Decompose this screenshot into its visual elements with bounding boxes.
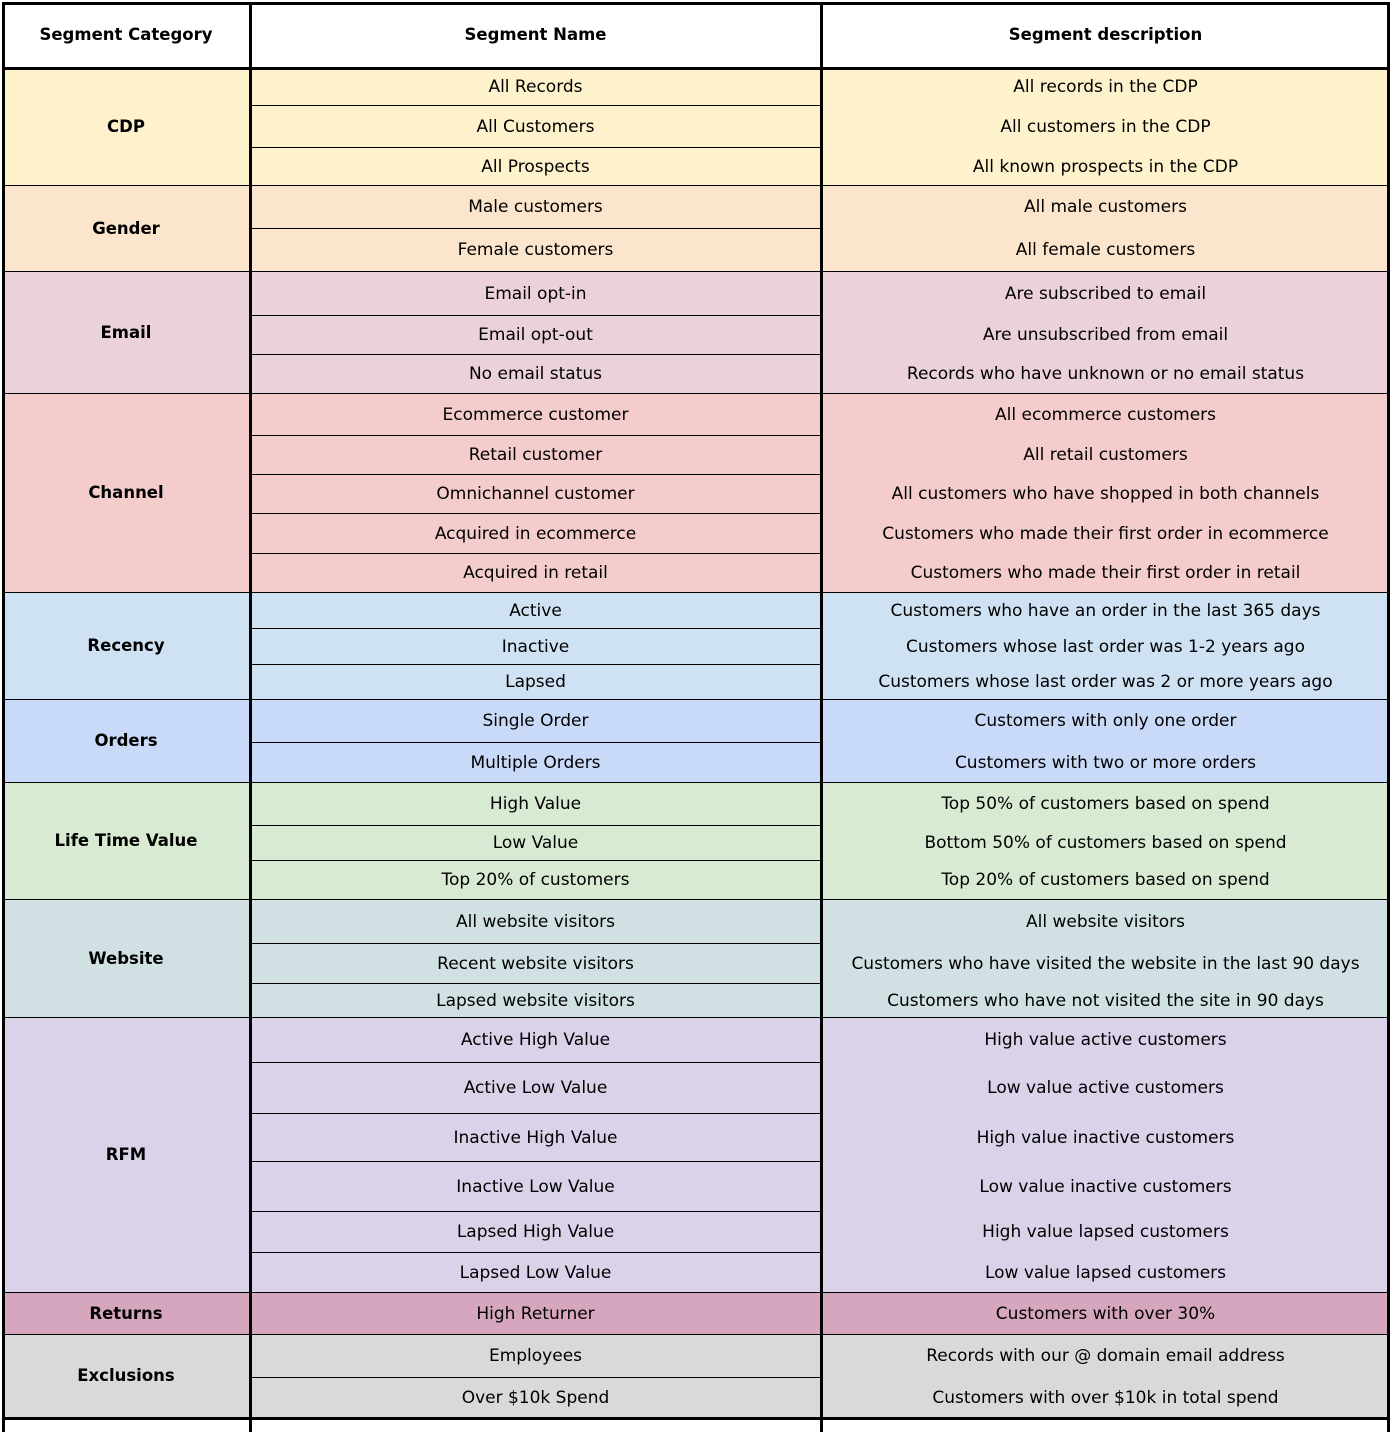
segment-description-cell: High value inactive customers [821, 1114, 1390, 1162]
segment-name-cell: Lapsed website visitors [250, 984, 821, 1018]
segment-description-cell: Top 20% of customers based on spend [821, 861, 1390, 900]
segment-table [2, 2, 1390, 1432]
segment-description-cell: Customers with only one order [821, 700, 1390, 743]
segment-name-cell: All Records [250, 68, 821, 106]
segment-name-cell: Single Order [250, 700, 821, 743]
column-border [2, 2, 5, 1432]
segment-description-cell: Low value inactive customers [821, 1162, 1390, 1212]
segment-name-cell: Active [250, 593, 821, 629]
segment-name-cell: Active Low Value [250, 1063, 821, 1114]
segment-name-cell: Employees [250, 1335, 821, 1378]
segment-name-cell: All website visitors [250, 900, 821, 944]
segment-description-cell: Customers with two or more orders [821, 743, 1390, 783]
segment-name-cell: Inactive Low Value [250, 1162, 821, 1212]
segment-name-cell: Active High Value [250, 1018, 821, 1063]
category-cell: Gender [2, 186, 250, 272]
segment-description-cell: Customers who have an order in the last 365 days [821, 593, 1390, 629]
column-border [820, 2, 823, 1432]
segment-description-cell: Customers whose last order was 2 or more years ago [821, 665, 1390, 700]
segment-description-cell: Customers with over $10k in total spend [821, 1378, 1390, 1418]
segment-description-cell: Customers who have not visited the site in 90 days [821, 984, 1390, 1018]
segment-name-cell: Email opt-in [250, 272, 821, 316]
segment-name-cell: Lapsed [250, 665, 821, 700]
category-cell: Orders [2, 700, 250, 783]
segment-name-cell: Inactive [250, 629, 821, 665]
segment-description-cell: All male customers [821, 186, 1390, 229]
segment-description-cell: Customers who have visited the website in the last 90 days [821, 944, 1390, 984]
segment-name-cell: Acquired in retail [250, 554, 821, 593]
segment-description-cell: All known prospects in the CDP [821, 148, 1390, 186]
segment-description-cell: Customers whose last order was 1-2 years ago [821, 629, 1390, 665]
segment-description-cell: All website visitors [821, 900, 1390, 944]
segment-name-cell: High Returner [250, 1293, 821, 1335]
segment-name-cell: Female customers [250, 229, 821, 272]
table-top-border [2, 2, 1390, 5]
category-cell: Recency [2, 593, 250, 700]
segment-name-cell: Top 20% of customers [250, 861, 821, 900]
segment-description-cell: All customers who have shopped in both channels [821, 475, 1390, 514]
segment-description-cell: Are subscribed to email [821, 272, 1390, 316]
category-cell: Email [2, 272, 250, 394]
segment-name-cell: Lapsed High Value [250, 1212, 821, 1253]
segment-description-cell: All records in the CDP [821, 68, 1390, 106]
category-cell: Exclusions [2, 1335, 250, 1418]
segment-description-cell: Low value lapsed customers [821, 1253, 1390, 1293]
segment-name-cell: No email status [250, 355, 821, 394]
segment-description-cell: High value lapsed customers [821, 1212, 1390, 1253]
segment-name-cell: All Customers [250, 106, 821, 148]
segment-description-cell: Bottom 50% of customers based on spend [821, 826, 1390, 861]
header-divider [2, 67, 1390, 70]
header-segment-description: Segment description [821, 2, 1390, 68]
header-segment-category: Segment Category [2, 2, 250, 68]
category-cell: RFM [2, 1018, 250, 1293]
segment-description-cell: Low value active customers [821, 1063, 1390, 1114]
segment-name-cell: Recent website visitors [250, 944, 821, 984]
category-cell: Life Time Value [2, 783, 250, 900]
segment-description-cell: All retail customers [821, 436, 1390, 475]
segment-name-cell: All Prospects [250, 148, 821, 186]
group-divider [2, 1417, 1390, 1420]
category-cell: CDP [2, 68, 250, 186]
segment-description-cell: Customers who made their first order in ecommerce [821, 514, 1390, 554]
segment-name-cell: Inactive High Value [250, 1114, 821, 1162]
segment-name-cell: Acquired in ecommerce [250, 514, 821, 554]
segment-description-cell: High value active customers [821, 1018, 1390, 1063]
segment-description-cell: Are unsubscribed from email [821, 316, 1390, 355]
segment-description-cell: Top 50% of customers based on spend [821, 783, 1390, 826]
segment-name-cell: Omnichannel customer [250, 475, 821, 514]
column-border [249, 2, 252, 1432]
category-cell: Website [2, 900, 250, 1018]
segment-description-cell: All customers in the CDP [821, 106, 1390, 148]
segment-name-cell: High Value [250, 783, 821, 826]
category-cell: Returns [2, 1293, 250, 1335]
segment-name-cell: Low Value [250, 826, 821, 861]
segment-description-cell: All female customers [821, 229, 1390, 272]
segment-name-cell: Retail customer [250, 436, 821, 475]
category-cell: Channel [2, 394, 250, 593]
segment-name-cell: Male customers [250, 186, 821, 229]
segment-description-cell: Records who have unknown or no email status [821, 355, 1390, 394]
segment-description-cell: All ecommerce customers [821, 394, 1390, 436]
segment-name-cell: Lapsed Low Value [250, 1253, 821, 1293]
column-border [1387, 2, 1390, 1432]
segment-name-cell: Over $10k Spend [250, 1378, 821, 1418]
header-segment-name: Segment Name [250, 2, 821, 68]
segment-description-cell: Customers with over 30% [821, 1293, 1390, 1335]
segment-name-cell: Ecommerce customer [250, 394, 821, 436]
segment-name-cell: Multiple Orders [250, 743, 821, 783]
segment-name-cell: Email opt-out [250, 316, 821, 355]
segment-description-cell: Customers who made their first order in retail [821, 554, 1390, 593]
segment-description-cell: Records with our @ domain email address [821, 1335, 1390, 1378]
